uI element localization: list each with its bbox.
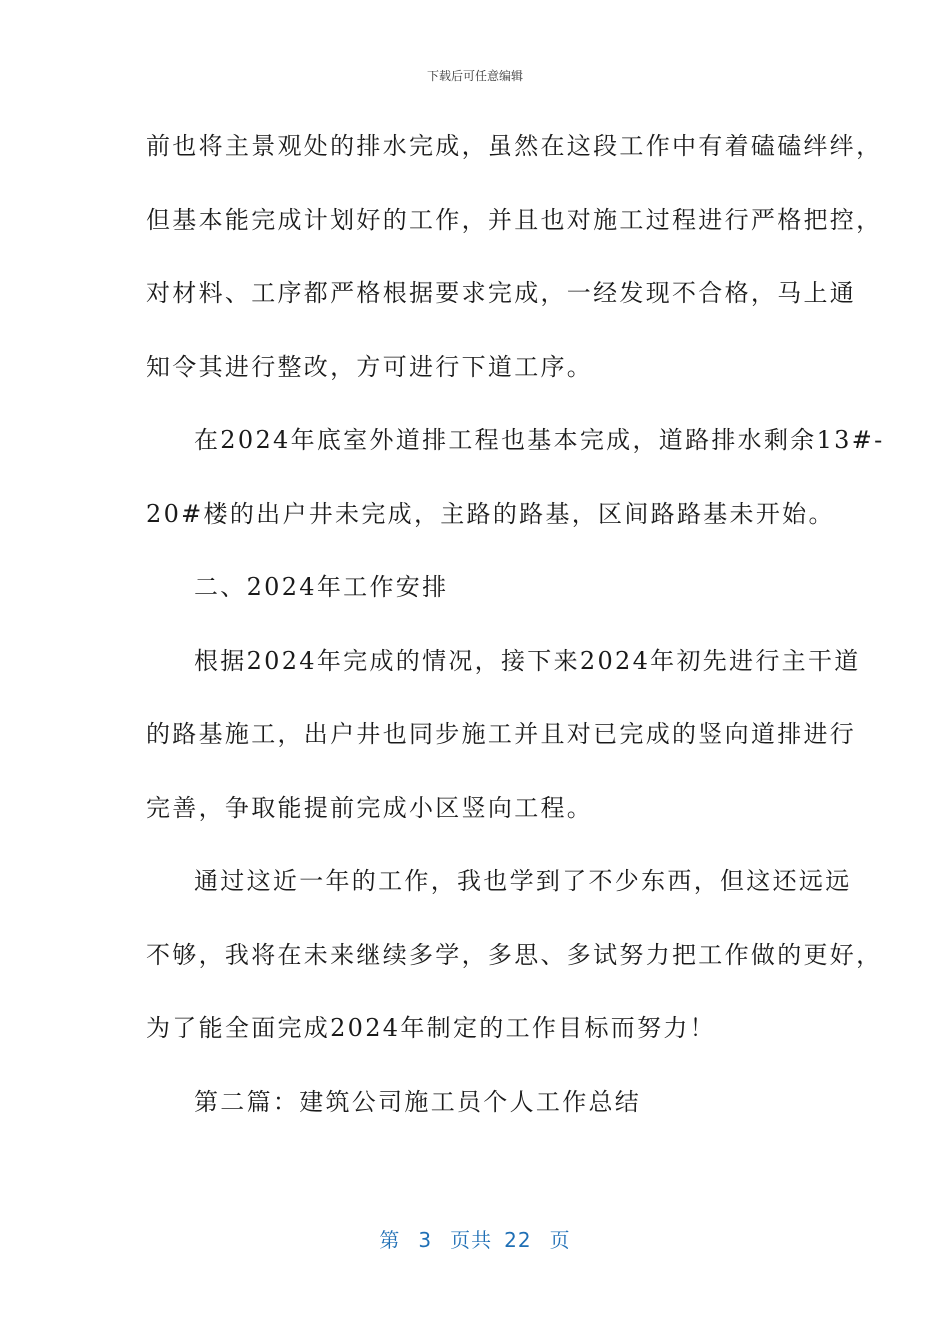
header-note: 下载后可任意编辑 bbox=[426, 69, 523, 83]
body-line-2: 但基本能完成计划好的工作，并且也对施工过程进行严格把控， bbox=[146, 205, 883, 234]
footer-current-page: 3 bbox=[418, 1228, 433, 1252]
body-line-9: 的路基施工，出户井也同步施工并且对已完成的竖向道排进行 bbox=[146, 720, 857, 748]
body-line-12: 不够，我将在未来继续多学，多思、多试努力把工作做的更好， bbox=[146, 940, 883, 969]
footer-total-pages: 22 bbox=[504, 1228, 532, 1252]
body-line-8: 根据2024年完成的情况，接下来2024年初先进行主干道 bbox=[194, 646, 861, 675]
section-heading-part-two: 第二篇：建筑公司施工员个人工作总结 bbox=[194, 1087, 642, 1116]
section-heading-2024-plan: 二、2024年工作安排 bbox=[194, 573, 449, 601]
page-number-footer bbox=[0, 1224, 950, 1253]
body-line-5: 在2024年底室外道排工程也基本完成，道路排水剩余13#- bbox=[194, 426, 885, 454]
document-body bbox=[146, 124, 885, 1153]
body-line-6: 20#楼的出户井未完成，主路的路基，区间路路基未开始。 bbox=[146, 499, 835, 528]
footer-suffix: 页 bbox=[549, 1228, 571, 1252]
body-line-11: 通过这近一年的工作，我也学到了不少东西，但这还远远 bbox=[194, 867, 852, 895]
footer-prefix: 第 bbox=[379, 1228, 401, 1252]
body-line-4: 知令其进行整改，方可进行下道工序。 bbox=[146, 352, 594, 381]
body-line-13: 为了能全面完成2024年制定的工作目标而努力！ bbox=[146, 1014, 716, 1042]
body-line-3: 对材料、工序都严格根据要求完成，一经发现不合格，马上通 bbox=[146, 279, 857, 307]
footer-middle: 页共 bbox=[450, 1228, 493, 1252]
body-line-1: 前也将主景观处的排水完成，虽然在这段工作中有着磕磕绊绊， bbox=[146, 132, 883, 160]
body-line-10: 完善，争取能提前完成小区竖向工程。 bbox=[146, 793, 594, 822]
